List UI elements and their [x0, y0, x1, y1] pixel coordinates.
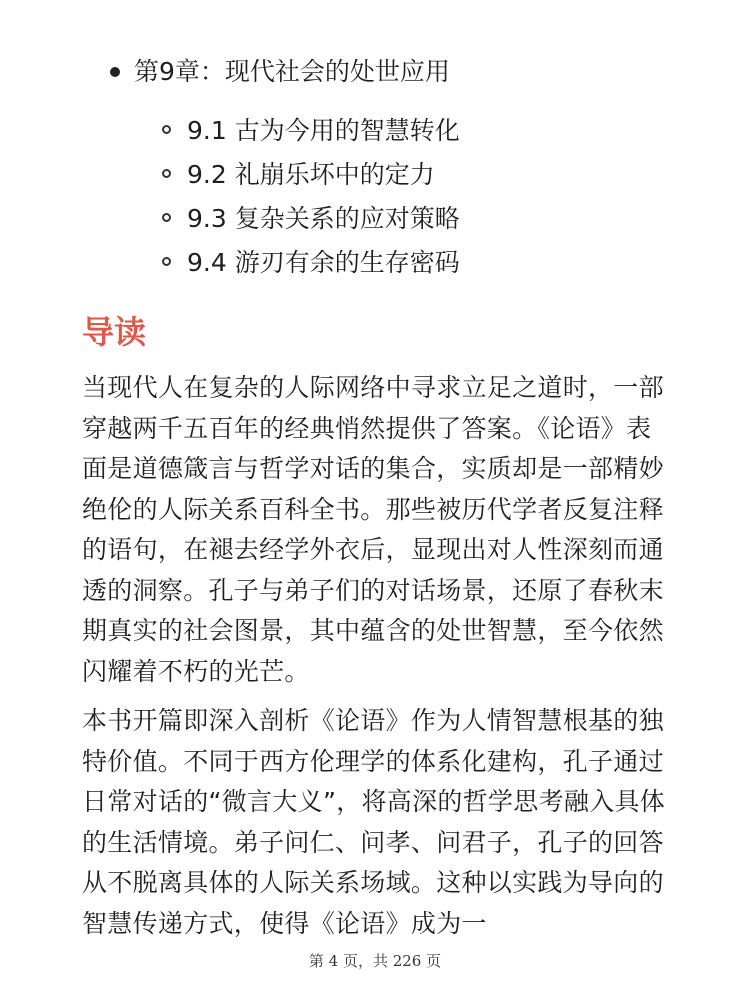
body-paragraph: 本书开篇即深入剖析《论语》作为人情智慧根基的独特价值。不同于西方伦理学的体系化建构，孔子通过日常对话的“微言大义”，将高深的哲学思考融入具体的生活情境。弟子问仁、问孝、问君子，孔子的回答从不脱离具体的人际关系场域。这种以实践为导向的智慧传递方式，使得《论语》成为一	[82, 706, 666, 938]
section-label: 9.3 复杂关系的应对策略	[187, 204, 460, 233]
bullet-circle-icon	[162, 257, 171, 266]
section-item	[162, 239, 460, 283]
section-list	[162, 107, 460, 283]
section-item	[162, 195, 460, 239]
section-item	[162, 151, 460, 195]
bullet-circle-icon	[162, 213, 171, 222]
page-footer: 第 4 页，共 226 页	[308, 952, 442, 970]
section-label: 9.1 古为今用的智慧转化	[187, 116, 460, 145]
section-heading: 导读	[82, 313, 147, 351]
section-label: 9.2 礼崩乐坏中的定力	[187, 160, 435, 189]
section-item	[162, 107, 460, 151]
bullet-disc-icon	[110, 67, 120, 77]
bullet-circle-icon	[162, 169, 171, 178]
section-label: 9.4 游刃有余的生存密码	[187, 248, 460, 277]
body-paragraph: 当现代人在复杂的人际网络中寻求立足之道时，一部穿越两千五百年的经典悄然提供了答案。《论语》表面是道德箴言与哲学对话的集合，实质却是一部精妙绝伦的人际关系百科全书。那些被历代学者反复注释的语句，在褪去经学外衣后，显现出对人性深刻而通透的洞察。孔子与弟子们的对话场景，还原了春秋末期真实的社会图景，其中蕴含的处世智慧，至今依然闪耀着不朽的光芒。	[82, 373, 664, 686]
bullet-circle-icon	[162, 125, 171, 134]
chapter-title: 第9章：现代社会的处世应用	[134, 57, 450, 86]
chapter-item	[110, 50, 450, 94]
